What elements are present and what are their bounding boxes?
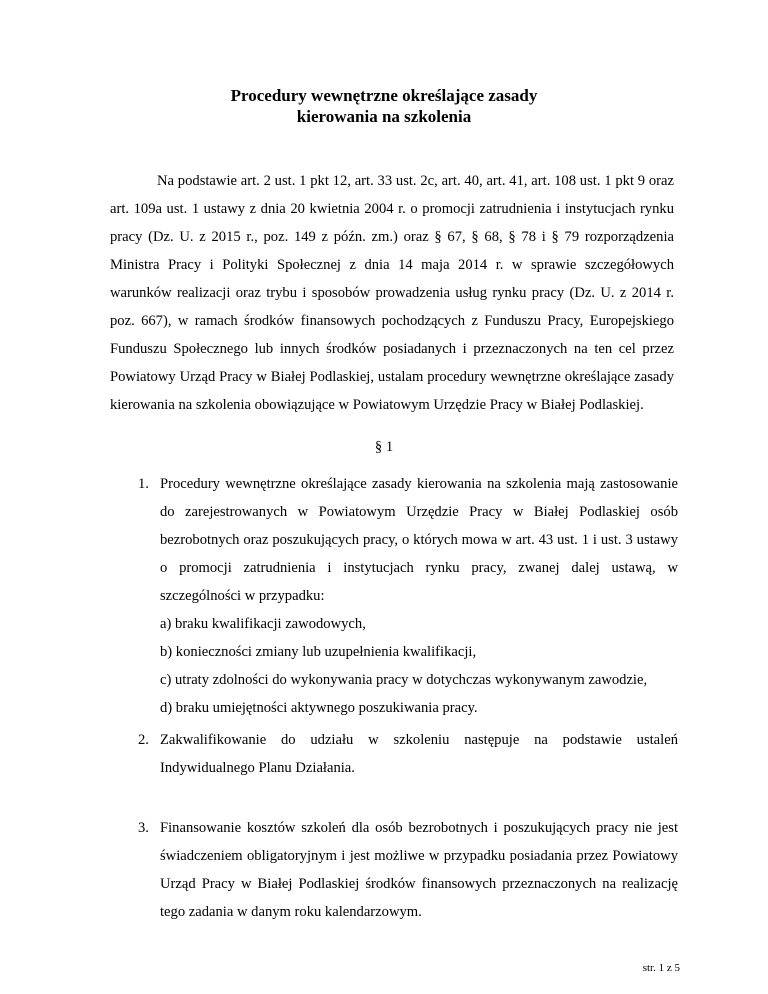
list-item-number: 2. (138, 732, 149, 748)
list-item-text: Zakwalifikowanie do udziału w szkoleniu następuje na podstawie ustaleń Indywidualnego Planu Działania. (160, 732, 678, 776)
list-item-text: Procedury wewnętrzne określające zasady kierowania na szkolenia mają zastosowanie do zarejestrowanych w Powiatowym Urzędzie Pracy w Białej Podlaskiej osób bezrobotnych oraz poszukujących pracy, o których mowa w art. 43 ust. 1 i ust. 3 ustawy o promocji zatrudnienia i instytucjach rynku pracy, zwanej dalej ustawą, w szczególności w przypadku: (160, 476, 678, 604)
list-item-number: 1. (138, 476, 149, 492)
section-heading: § 1 (374, 439, 394, 455)
list-item (138, 470, 678, 722)
list-item-number: 3. (138, 820, 149, 836)
list-item (138, 814, 678, 926)
sub-item-d: d) braku umiejętności aktywnego poszukiwania pracy. (160, 700, 478, 716)
sub-item-b: b) konieczności zmiany lub uzupełnienia kwalifikacji, (160, 644, 477, 660)
intro-paragraph: Na podstawie art. 2 ust. 1 pkt 12, art. 33 ust. 2c, art. 40, art. 41, art. 108 ust. 1 pkt 9 oraz art. 109a ust. 1 ustawy z dnia 20 kwietnia 2004 r. o promocji zatrudnienia i instytucjach rynku pracy (Dz. U. z 2015 r., poz. 149 z późn. zm.) oraz § 67, § 68, § 78 i § 79 rozporządzenia Ministra Pracy i Polityki Społecznej z dnia 14 maja 2014 r. w sprawie szczegółowych warunków realizacji oraz trybu i sposobów prowadzenia usług rynku pracy (Dz. U. z 2014 r. poz. 667), w ramach środków finansowych pochodzących z Funduszu Pracy, Europejskiego Funduszu Społecznego lub innych środków posiadanych i przeznaczonych na ten cel przez Powiatowy Urząd Pracy w Białej Podlaskiej, ustalam procedury wewnętrzne określające zasady kierowania na szkolenia obowiązujące w Powiatowym Urzędzie Pracy w Białej Podlaskiej. (110, 173, 674, 413)
list-item (138, 726, 678, 782)
page-number: str. 1 z 5 (642, 962, 680, 974)
sub-item-a: a) braku kwalifikacji zawodowych, (160, 616, 366, 632)
title-line-1: Procedury wewnętrzne określające zasady (230, 86, 538, 105)
title-line-2: kierowania na szkolenia (296, 107, 472, 126)
sub-item-c: c) utraty zdolności do wykonywania pracy w dotychczas wykonywanym zawodzie, (160, 672, 648, 688)
list-item-text: Finansowanie kosztów szkoleń dla osób bezrobotnych i poszukujących pracy nie jest świadczeniem obligatoryjnym i jest możliwe w przypadku posiadania przez Powiatowy Urząd Pracy w Białej Podlaskiej środków finansowych przeznaczonych na realizację tego zadania w danym roku kalendarzowym. (160, 820, 678, 920)
document-title (0, 85, 768, 127)
